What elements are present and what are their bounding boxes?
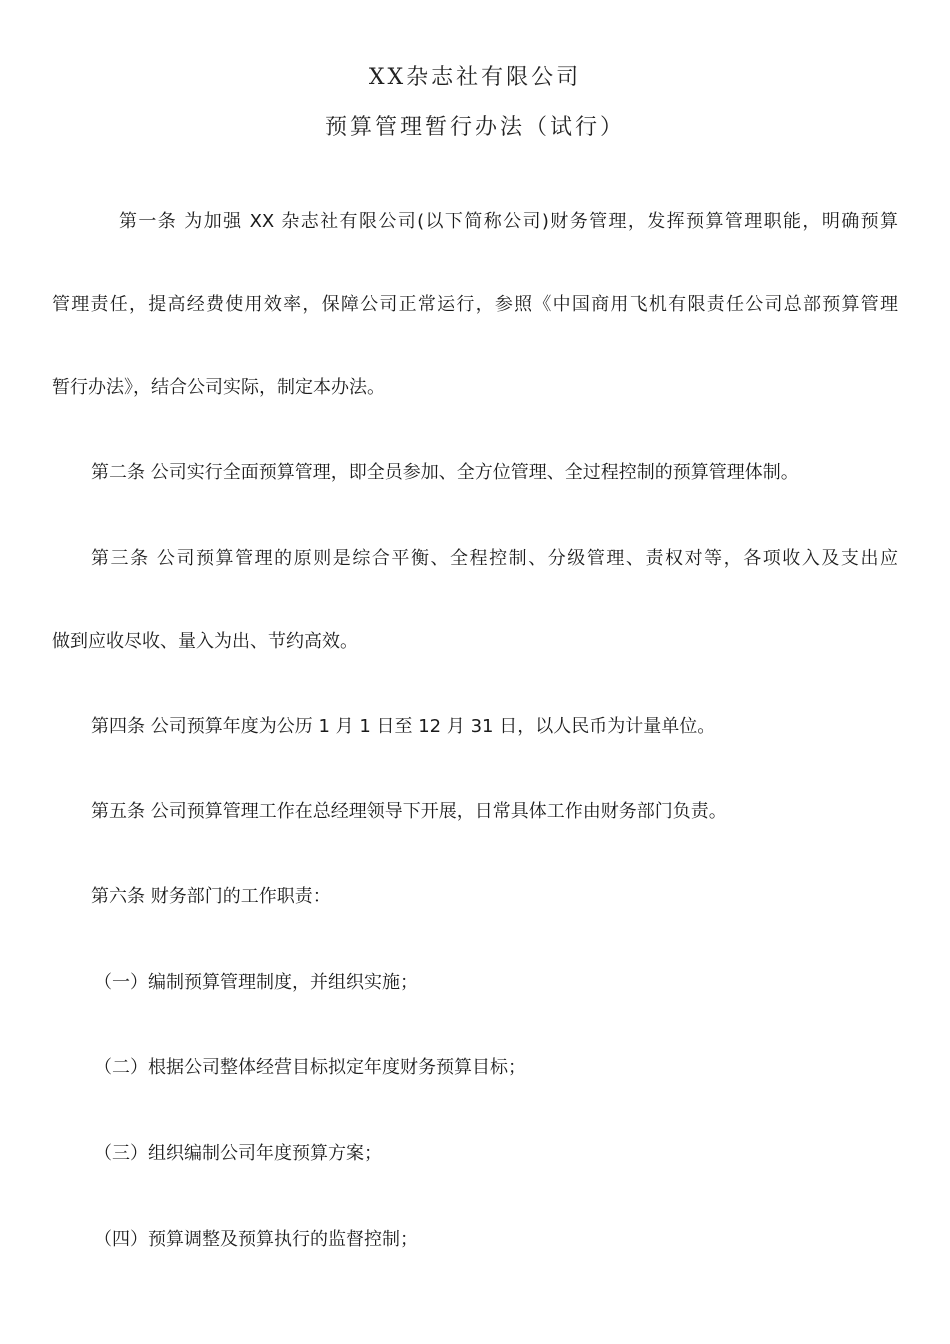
list-item: （四）预算调整及预算执行的监督控制； bbox=[94, 1229, 418, 1250]
article-1-line-1: 第一条 为加强 XX 杂志社有限公司(以下简称公司)财务管理，发挥预算管理职能，明确预算 bbox=[119, 211, 898, 232]
company-title: XX杂志社有限公司 bbox=[368, 65, 582, 90]
list-item: （二）根据公司整体经营目标拟定年度财务预算目标； bbox=[94, 1057, 526, 1078]
list-item: （一）编制预算管理制度，并组织实施； bbox=[94, 972, 418, 993]
article-1-line-3: 暂行办法》，结合公司实际，制定本办法。 bbox=[52, 377, 385, 398]
list-item: （三）组织编制公司年度预算方案； bbox=[94, 1143, 382, 1164]
document-title: 预算管理暂行办法（试行） bbox=[324, 115, 625, 140]
article-1-line-2: 管理责任，提高经费使用效率，保障公司正常运行，参照《中国商用飞机有限责任公司总部预算管理 bbox=[52, 294, 898, 315]
article-3-line-2: 做到应收尽收、量入为出、节约高效。 bbox=[52, 631, 358, 652]
article-5: 第五条 公司预算管理工作在总经理领导下开展，日常具体工作由财务部门负责。 bbox=[91, 801, 727, 822]
article-2: 第二条 公司实行全面预算管理，即全员参加、全方位管理、全过程控制的预算管理体制。 bbox=[91, 462, 799, 483]
article-6: 第六条 财务部门的工作职责： bbox=[91, 886, 331, 907]
article-3-line-1: 第三条 公司预算管理的原则是综合平衡、全程控制、分级管理、责权对等，各项收入及支出应 bbox=[91, 548, 898, 569]
article-4: 第四条 公司预算年度为公历 1 月 1 日至 12 月 31 日，以人民币为计量单位。 bbox=[91, 716, 716, 737]
